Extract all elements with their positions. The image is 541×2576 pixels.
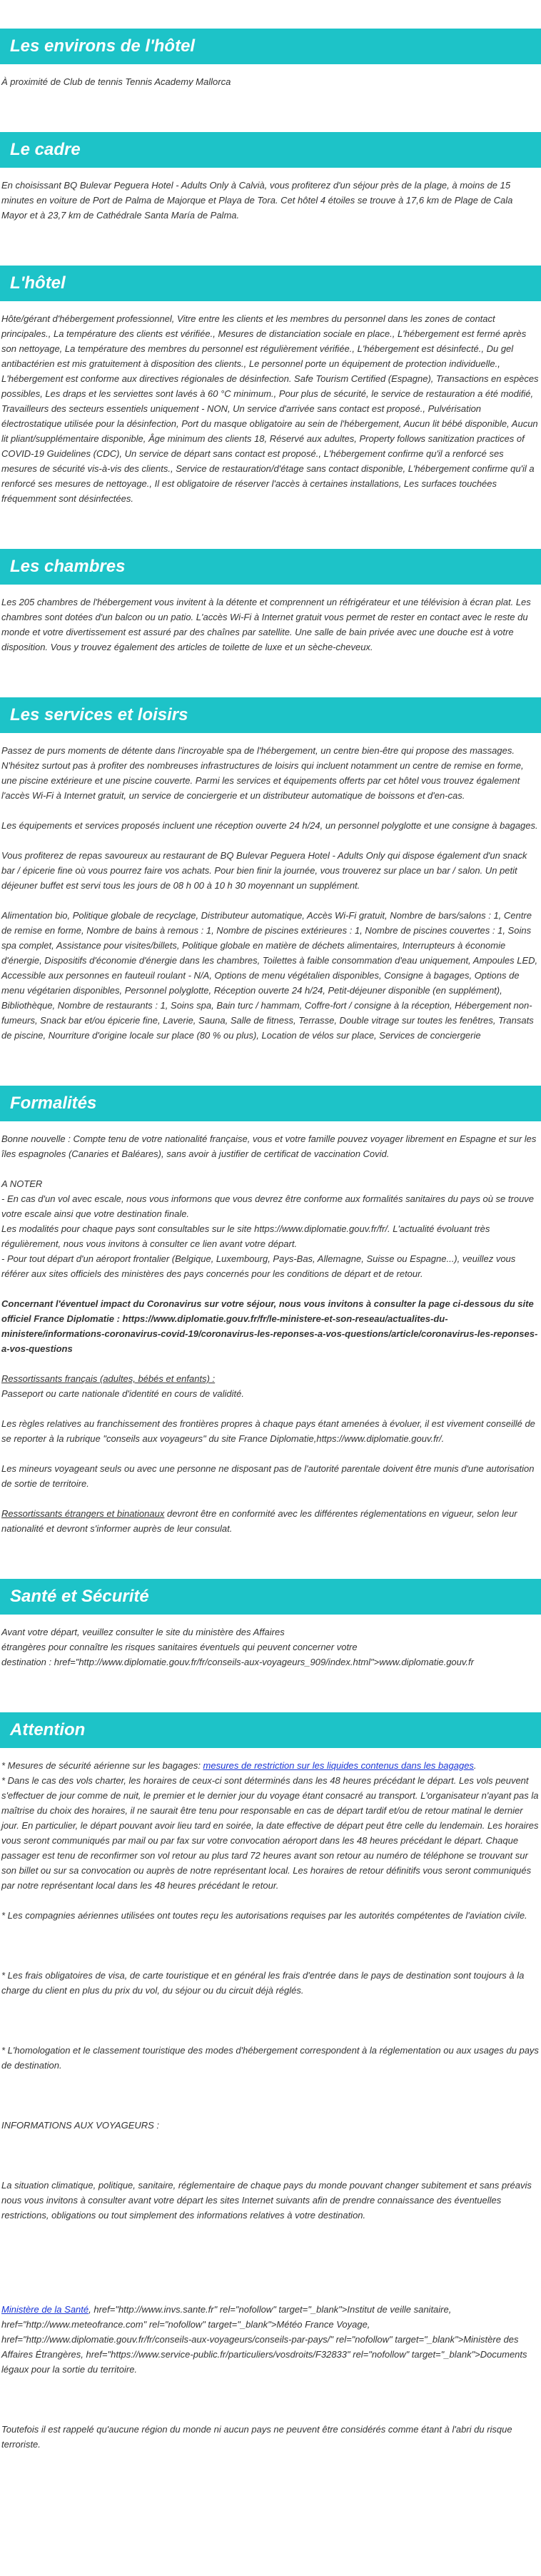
spacer	[0, 2088, 541, 2118]
note-item: - En cas d'un vol avec escale, nous vous informons que vous devrez être conforme aux formalités sanitaires du pays où se trouve votre escale ainsi que votre destination finale.	[1, 1193, 535, 1219]
attention-situation: La situation climatique, politique, sanitaire, réglementaire de chaque pays du monde pouvant changer subitement et sans préavis	[1, 2180, 532, 2191]
section-attention	[0, 1712, 541, 2452]
section-title: L'hôtel	[0, 266, 541, 301]
attention-links	[0, 2302, 541, 2377]
attention-terrorisme: Toutefois il est rappelé qu'aucune région du monde ni aucun pays ne peuvent être considérés comme étant à l'abri du risque terroriste.	[1, 2424, 512, 2450]
spacer	[0, 2148, 541, 2178]
services-paragraph: Les équipements et services proposés incluent une réception ouverte 24 h/24, un personnel polyglotte et une consigne à bagages.	[1, 820, 538, 831]
section-cadre	[0, 132, 541, 223]
section-hotel	[0, 266, 541, 506]
section-formalites	[0, 1086, 541, 1536]
section-title: Les environs de l'hôtel	[0, 29, 541, 64]
chambres-text: Les 205 chambres de l'hébergement vous invitent à la détente et comprennent un réfrigérateur et une télévision à écran plat. Les chambres sont dotées d'un balcon ou un patio. L'accès Wi-Fi à Internet gratuit vous permet de rester en contact avec le reste du monde et votre divertissement est assuré par des chaînes par satellite. Une salle de bain privée avec une douche est à votre disposition. Vous y trouvez également des articles de toilette de luxe et un sèche-cheveux.	[1, 597, 531, 652]
section-title: Santé et Sécurité	[0, 1579, 541, 1615]
note-item: Les modalités pour chaque pays sont consultables sur le site https://www.diplomatie.gouv.fr/fr/. L'actualité évoluant très régulièrement, nous vous invitons à consulter ce lien avant votre départ.	[1, 1223, 490, 1249]
spacer	[0, 1938, 541, 1968]
section-title: Les services et loisirs	[0, 697, 541, 733]
sante-line: destination : href="http://www.diplomatie.gouv.fr/fr/conseils-aux-voyageurs_909/index.html">www.diplomatie.gouv.fr	[1, 1657, 474, 1667]
ressortissants-etrangers-text: devront être en conformité avec les différentes réglementations en vigueur, selon leur nationalité et devront s'informer auprès de leur consulat.	[1, 1508, 517, 1534]
section-services	[0, 697, 541, 1043]
services-paragraph: Passez de purs moments de détente dans l'incroyable spa de l'hébergement, un centre bien-être qui propose des massages. N'hésitez surtout pas à profiter des nombreuses infrastructures de loisirs qui incluent notamment un centre de remise en forme, une piscine extérieure et une piscine couverte. Parmi les services et équipements offerts par cet hôtel vous trouvez également l'accès Wi-Fi à Internet gratuit, un service de conciergerie et un distributeur automatique de boissons et d'en-cas.	[1, 745, 524, 801]
services-paragraph: Vous profiterez de repas savoureux au restaurant de BQ Bulevar Peguera Hotel - Adults Only qui dispose également d'un snack bar / épicerie fine où vous pourrez faire vos achats. Pour bien finir la journée, vous trouverez sur place un bar / salon. Un petit déjeuner buffet est servi tous les jours de 08 h 00 à 10 h 30 moyennant un supplément.	[1, 850, 527, 891]
attention-bagages-suffix: .	[473, 1760, 477, 1771]
attention-bagages-prefix: * Mesures de sécurité aérienne sur les bagages:	[1, 1760, 203, 1771]
formalites-intro: Bonne nouvelle : Compte tenu de votre nationalité française, vous et votre famille pouvez voyager librement en Espagne et sur les îles espagnoles (Canaries et Baléares), sans avoir à justifier de certificat de vaccination Covid.	[1, 1133, 537, 1159]
services-amenities-list: Alimentation bio, Politique globale de recyclage, Distributeur automatique, Accès Wi-Fi gratuit, Nombre de bars/salons : 1, Centre de remise en forme, Nombre de bains à remous : 1, Nombre de piscines extérieures : 1, Nombre de piscines couvertes : 1, Soins spa complet, Assistance pour visites/billets, Politique globale en matière de déchets alimentaires, Interrupteurs à économie d'énergie, Dispositifs d'économie d'énergie dans les chambres, Toilettes à faible consommation d'eau uniquement, Ampoules LED, Accessible aux personnes en fauteuil roulant - N/A, Options de menu végétalien disponibles, Consigne à bagages, Options de menu végétarien disponibles, Personnel polyglotte, Réception ouverte 24 h/24, Petit-déjeuner disponible (en supplément), Bibliothèque, Nombre de restaurants : 1, Soins spa, Bain turc / hammam, Coffre-fort / consigne à la réception, Hébergement non-fumeurs, Snack bar et/ou épicerie fine, Laverie, Sauna, Salle de fitness, Terrasse, Double vitrage sur toutes les fenêtres, Transats de piscine, Nourriture d'origine locale sur place (80 % ou plus), Location de vélos sur place, Services de conciergerie	[1, 910, 538, 1041]
spacer	[0, 2392, 541, 2422]
attention-homologation: * L'homologation et le classement touristique des modes d'hébergement correspondent à la réglementation ou aux usages du pays de destination.	[1, 2045, 539, 2071]
section-title: Attention	[0, 1712, 541, 1748]
informations-voyageurs-title: INFORMATIONS AUX VOYAGEURS :	[1, 2120, 160, 2131]
ressortissants-etrangers-heading: Ressortissants étrangers et binationaux	[1, 1508, 165, 1519]
attention-consulter: nous vous invitons à consulter avant votre départ les sites Internet suivants afin de prendre connaissance des éventuelles restrictions, obligations ou tout simplement des informations relatives à votre destination.	[1, 2195, 502, 2221]
note-item: - Pour tout départ d'un aéroport frontalier (Belgique, Luxembourg, Pays-Bas, Allemagne, Suisse ou Espagne...), veuillez vous référer aux sites officiels des ministères des pays concernés pour les conditions de départ et de retour.	[1, 1253, 516, 1279]
ressortissants-francais-label	[0, 1371, 541, 1386]
liquides-restriction-link[interactable]: mesures de restriction sur les liquides contenus dans les bagages	[203, 1760, 474, 1771]
ressortissants-etrangers-paragraph	[0, 1506, 541, 1536]
frontieres-paragraph: Les règles relatives au franchissement des frontières propres à chaque pays étant amenées à évoluer, il est vivement conseillé de se reporter à la rubrique "conseils aux voyageurs" du site France Diplomatie,https://www.diplomatie.gouv.fr/.	[1, 1418, 535, 1444]
sante-line: étrangères pour connaître les risques sanitaires éventuels qui peuvent concerner votre	[1, 1642, 358, 1652]
attention-horaires: * Dans le cas des vols charter, les horaires de ceux-ci sont déterminés dans les 48 heures précédant le départ. Les vols peuvent s'effectuer de jour comme de nuit, le premier et le dernier jour du voyage étant consacré au transport. L'organisateur n'ayant pas la maîtrise du choix des horaires, il ne saurait être tenu pour responsable en cas de départ tardif et/ou de retour matinal le dernier jour. En particulier, le départ pouvant avoir lieu tard en soirée, la date effective de départ peut être celle du lendemain. Les horaires vous seront communiqués par mail ou par fax sur votre convocation aéroport dans les 48 heures précédant le départ. Chaque passager est tenu de reconfirmer son vol retour au plus tard 72 heures avant son retour au numéro de téléphone se trouvant sur son billet ou sur sa convocation ou auprès de notre représentant local. Les horaires de retour définitifs vous seront communiqués par notre représentant local dans les 48 heures précédant le retour.	[1, 1775, 539, 1891]
attention-compagnies: * Les compagnies aériennes utilisées ont toutes reçu les autorisations requises par les autorités compétentes de l'aviation civile.	[1, 1910, 527, 1921]
attention-links-text: , href="http://www.invs.sante.fr" rel="nofollow" target="_blank">Institut de veille sanitaire, href="http://www.meteofrance.com" rel="nofollow" target="_blank">Météo France Voyage, href="http://www.diplomatie.gouv.fr/fr/conseils-aux-voyageurs/conseils-par-pays/" rel="nofollow" target="_blank">Ministère des Affaires Étrangères, href="https://www.service-public.fr/particuliers/vosdroits/F32833" rel="nofollow" target="_blank">Documents légaux pour la sortie du territoire.	[1, 2304, 527, 2375]
ressortissants-francais-heading: Ressortissants français (adultes, bébés et enfants) :	[1, 1373, 216, 1384]
attention-bagages	[0, 1758, 541, 1773]
mineurs-paragraph: Les mineurs voyageant seuls ou avec une personne ne disposant pas de l'autorité parentale doivent être munis d'une autorisation de sortie de territoire.	[1, 1463, 535, 1489]
spacer	[0, 2238, 541, 2302]
environs-text: À proximité de Club de tennis Tennis Academy Mallorca	[1, 76, 231, 87]
ministere-sante-link[interactable]: Ministère de la Santé	[1, 2304, 89, 2315]
attention-frais: * Les frais obligatoires de visa, de carte touristique et en général les frais d'entrée dans le pays de destination sont toujours à la charge du client en plus du prix du vol, du séjour ou du circuit déjà réglés.	[1, 1970, 525, 1996]
ressortissants-francais-text: Passeport ou carte nationale d'identité en cours de validité.	[1, 1388, 244, 1399]
cadre-text: En choisissant BQ Bulevar Peguera Hotel - Adults Only à Calvià, vous profiterez d'un séjour près de la plage, à moins de 15 minutes en voiture de Port de Palma de Majorque et Playa de Tora. Cet hôtel 4 étoiles se trouve à 17,6 km de Plage de Cala Mayor et à 23,7 km de Cathédrale Santa María de Palma.	[1, 180, 513, 221]
section-environs	[0, 29, 541, 89]
sante-line: Avant votre départ, veuillez consulter le site du ministère des Affaires	[1, 1627, 285, 1637]
section-title: Le cadre	[0, 132, 541, 168]
spacer	[0, 2013, 541, 2043]
section-chambres	[0, 549, 541, 655]
note-title: A NOTER	[1, 1178, 43, 1189]
section-title: Les chambres	[0, 549, 541, 585]
hotel-text: Hôte/gérant d'hébergement professionnel, Vitre entre les clients et les membres du personnel dans les zones de contact principales., La température des clients est vérifiée., Mesures de distanciation sociale en place., L'hébergement est fermé après son nettoyage, La température des membres du personnel est régulièrement vérifiée., L'hébergement est désinfecté., Du gel antibactérien est mis gratuitement à disposition des clients., Le personnel porte un équipement de protection individuelle., L'hébergement est conforme aux directives régionales de désinfection. Safe Tourism Certified (Espagne), Transactions en espèces possibles, Les draps et les serviettes sont lavés à 60 °C minimum., Pour plus de sécurité, le service de restauration a été modifié, Travailleurs des secteurs essentiels uniquement - NON, Un service d'arrivée sans contact est proposé., Pulvérisation électrostatique utilisée pour la désinfection, Port du masque obligatoire au sein de l'hébergement, Aucun lit bébé disponible, Aucun lit pliant/supplémentaire disponible, Âge minimum des clients 18, Réservé aux adultes, Property follows sanitization practices of COVID-19 Guidelines (CDC), Un service de départ sans contact est proposé., L'hébergement confirme qu'il a renforcé ses mesures de sécurité vis-à-vis des clients., Service de restauration/d'étage sans contact disponible, L'hébergement confirme qu'il a renforcé ses mesures de nettoyage., Il est obligatoire de réserver l'accès à certaines installations, Les surfaces touchées fréquemment sont désinfectées.	[1, 313, 539, 504]
section-sante	[0, 1579, 541, 1670]
coronavirus-notice: Concernant l'éventuel impact du Coronavirus sur votre séjour, nous vous invitons à consulter la page ci-dessous du site officiel France Diplomatie : https://www.diplomatie.gouv.fr/fr/le-ministere-et-son-reseau/actualites-du-ministere/informations-coronavirus-covid-19/coronavirus-les-reponses-a-vos-questions/article/coronavirus-les-reponses-a-vos-questions	[1, 1298, 538, 1354]
section-title: Formalités	[0, 1086, 541, 1121]
